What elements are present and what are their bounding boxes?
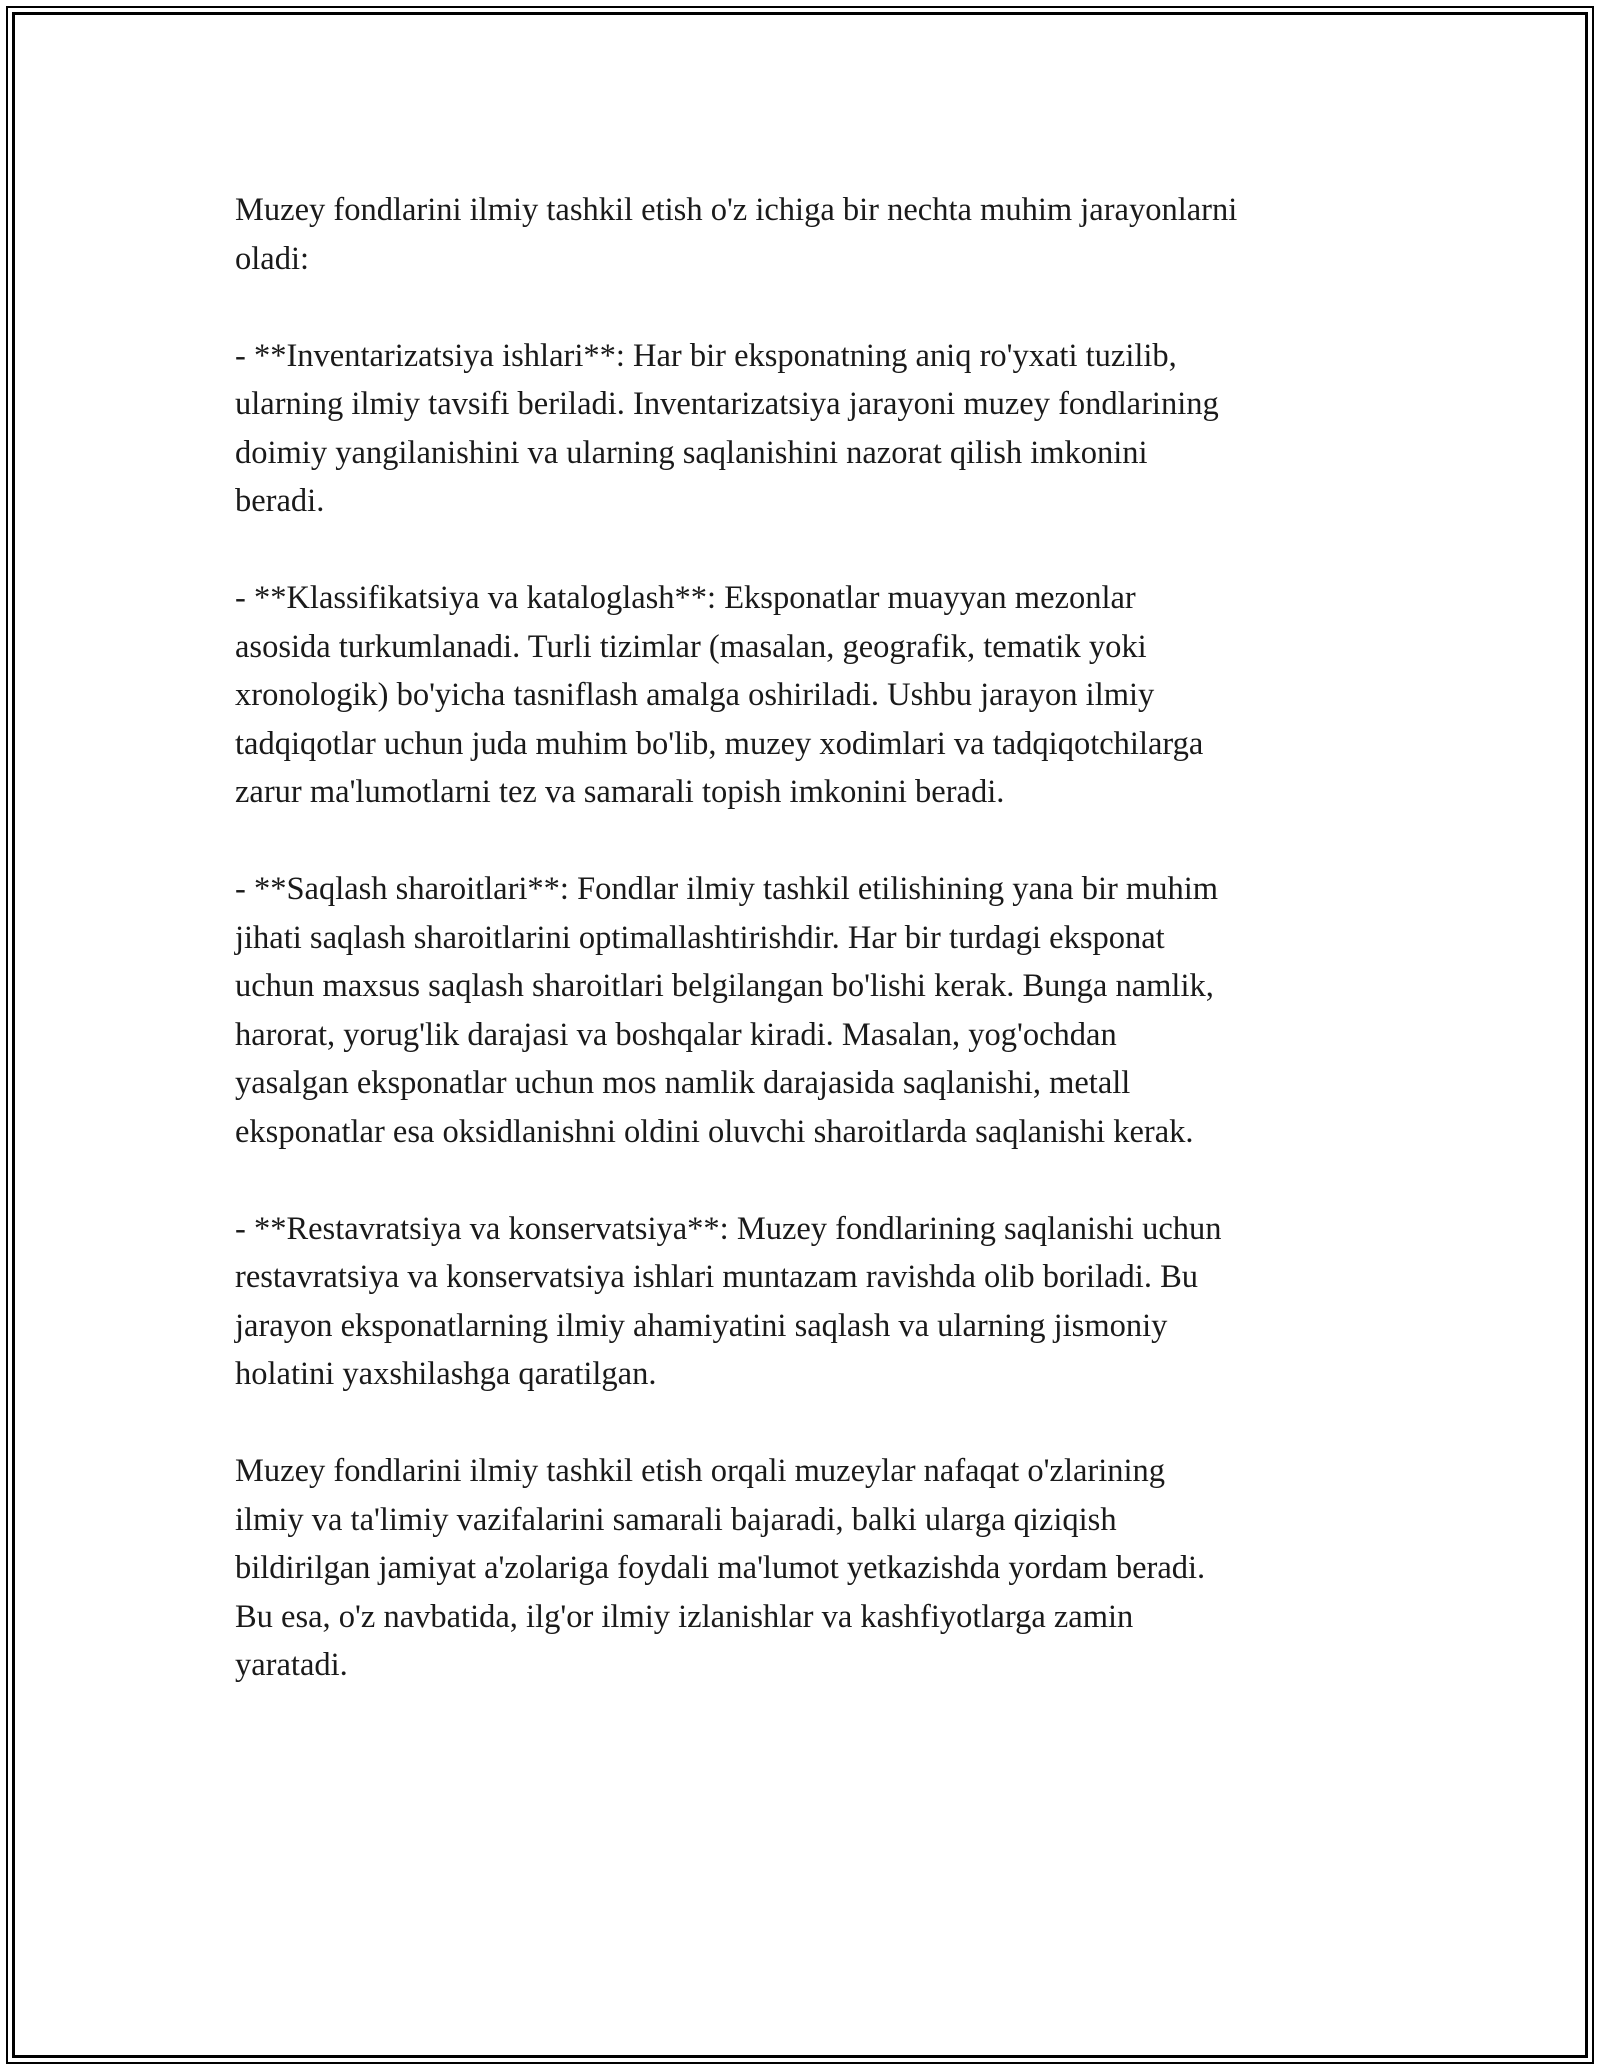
paragraph-klassifikatsiya: - **Klassifikatsiya va kataloglash**: Eksponatlar muayyan mezonlar asosida turkumlanadi. Turli tizimlar (masalan, geografik, tematik yoki xronologik) bo'yicha tasniflash amalga oshiriladi. Ushbu jarayon ilmiy tadqiqotlar uchun juda muhim bo'lib, muzey xodimlari va tadqiqotchilarga zarur ma'lumotlarni tez va samarali topish imkonini beradi. [235, 580, 1204, 810]
paragraph-restavratsiya: - **Restavratsiya va konservatsiya**: Muzey fondlarining saqlanishi uchun restavratsiya va konservatsiya ishlari muntazam ravishda olib boriladi. Bu jarayon eksponatlarning ilmiy ahamiyatini saqlash va ularning jismoniy holatini yaxshilashga qaratilgan. [235, 1210, 1222, 1392]
paragraph-saqlash-sharoitlari: - **Saqlash sharoitlari**: Fondlar ilmiy tashkil etilishining yana bir muhim jihati saqlash sharoitlarini optimallashtirishdir. Har bir turdagi eksponat uchun maxsus saqlash sharoitlari belgilangan bo'lishi kerak. Bunga namlik, harorat, yorug'lik darajasi va boshqalar kiradi. Masalan, yog'ochdan yasalgan eksponatlar uchun mos namlik darajasida saqlanishi, metall eksponatlar esa oksidlanishni oldini oluvchi sharoitlarda saqlanishi kerak. [235, 871, 1219, 1150]
paragraph-intro: Muzey fondlarini ilmiy tashkil etish o'z ichiga bir nechta muhim jarayonlarni oladi: [235, 192, 1238, 277]
document-body [235, 186, 1385, 1690]
paragraph-conclusion: Muzey fondlarini ilmiy tashkil etish orqali muzeylar nafaqat o'zlarining ilmiy va ta'limiy vazifalarini samarali bajaradi, balki ularga qiziqish bildirilgan jamiyat a'zolariga foydali ma'lumot yetkazishda yordam beradi. Bu esa, o'z navbatida, ilg'or ilmiy izlanishlar va kashfiyotlarga zamin yaratadi. [235, 1453, 1206, 1683]
paragraph-inventarizatsiya: - **Inventarizatsiya ishlari**: Har bir eksponatning aniq ro'yxati tuzilib, ularning ilmiy tavsifi beriladi. Inventarizatsiya jarayoni muzey fondlarining doimiy yangilanishini va ularning saqlanishini nazorat qilish imkonini beradi. [235, 337, 1219, 519]
